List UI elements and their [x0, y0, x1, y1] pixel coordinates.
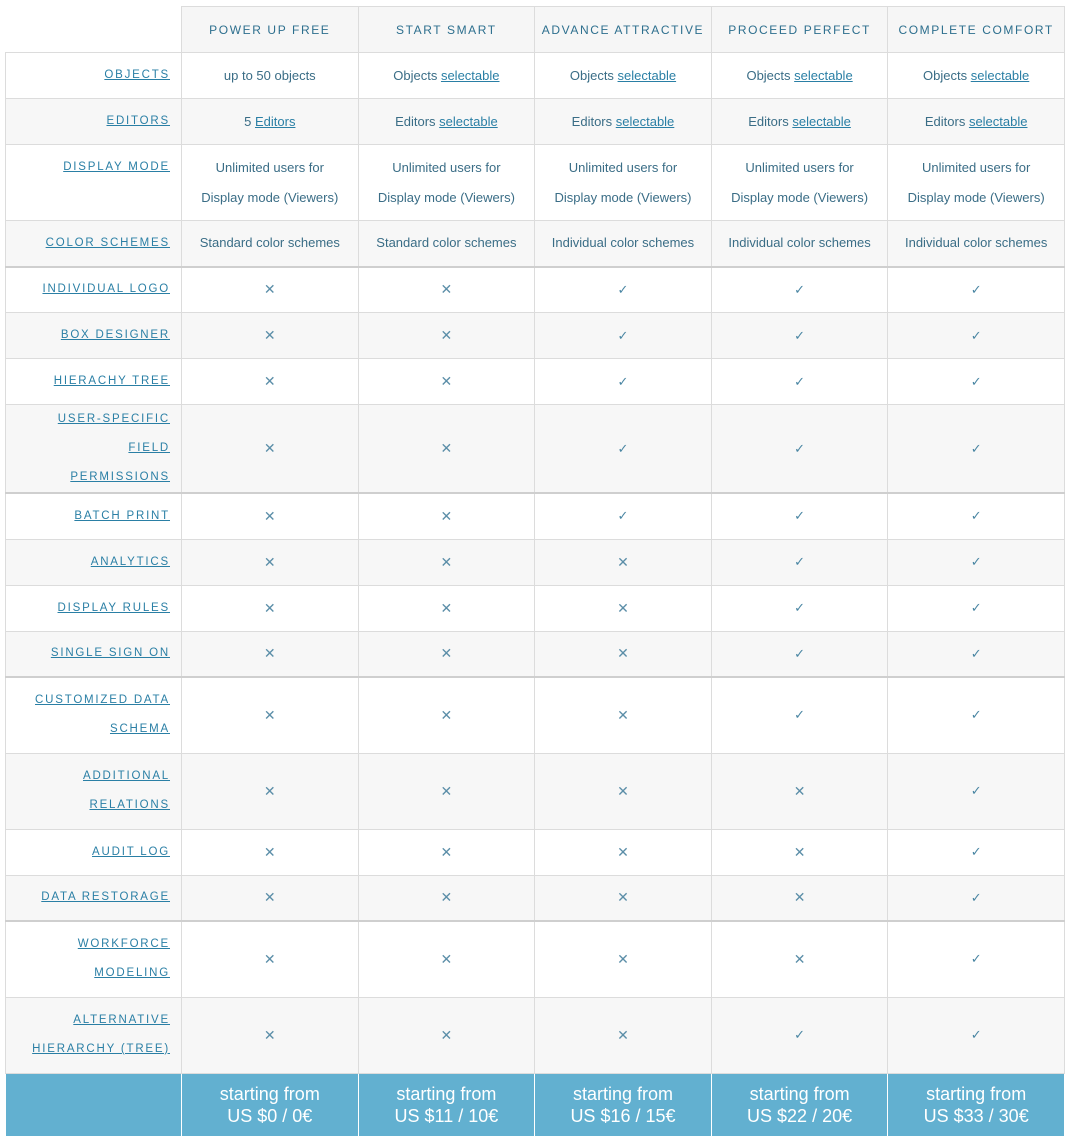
cross-icon: ✕ [263, 599, 276, 616]
plan-header-proceed-perfect: PROCEED PERFECT [711, 7, 888, 53]
cross-icon: ✕ [263, 950, 276, 967]
feature-row [6, 677, 1065, 753]
cell-text: up to 50 objects [223, 67, 316, 83]
check-icon: ✓ [794, 707, 806, 723]
cell [182, 539, 359, 585]
check-icon: ✓ [970, 783, 982, 798]
check-icon: ✓ [970, 508, 982, 524]
check-icon: ✓ [617, 281, 629, 297]
cell [182, 829, 359, 875]
cross-icon: ✕ [263, 507, 276, 524]
feature-link[interactable]: SINGLE SIGN ON [50, 647, 170, 660]
row-label [6, 221, 182, 267]
editors-link[interactable]: Editors [254, 113, 296, 129]
cell [888, 99, 1065, 145]
check-icon: ✓ [970, 373, 982, 389]
check-icon: ✓ [794, 373, 806, 389]
cell [711, 267, 888, 313]
cell [182, 493, 359, 539]
cell [711, 405, 888, 494]
check-icon: ✓ [970, 645, 982, 661]
check-icon: ✓ [617, 373, 629, 389]
cell [182, 585, 359, 631]
row-objects [6, 53, 1065, 99]
row-label [6, 53, 182, 99]
cross-icon: ✕ [617, 553, 629, 570]
cell [711, 997, 888, 1073]
plan-header-start-smart: START SMART [358, 7, 535, 53]
cross-icon: ✕ [440, 507, 453, 524]
cell [358, 921, 535, 997]
cross-icon: ✕ [617, 950, 629, 967]
feature-link[interactable]: DATA RESTORAGE [41, 891, 170, 904]
cell-text: Display mode (Viewers) [201, 189, 339, 205]
price-amount: US $33 / 30€ [923, 1105, 1029, 1126]
row-label [6, 753, 182, 829]
cell [535, 53, 712, 99]
price-amount: US $11 / 10€ [394, 1105, 499, 1126]
cross-icon: ✕ [263, 782, 276, 799]
cell-text: Objects [569, 67, 618, 83]
cell-text: Display mode (Viewers) [731, 189, 869, 205]
cell [358, 359, 535, 405]
feature-link[interactable]: INDIVIDUAL LOGO [42, 283, 170, 296]
selectable-link[interactable]: selectable [970, 67, 1030, 83]
cell [711, 99, 888, 145]
feature-row [6, 493, 1065, 539]
selectable-link[interactable]: selectable [968, 113, 1028, 129]
selectable-link[interactable]: selectable [792, 113, 851, 129]
check-icon: ✓ [970, 844, 982, 859]
cell-text: Objects [746, 67, 795, 83]
cross-icon: ✕ [440, 440, 453, 456]
cell [888, 359, 1065, 405]
feature-row [6, 267, 1065, 313]
cell-text: Unlimited users for [392, 159, 501, 175]
cell-text: Objects [923, 67, 971, 83]
cell [535, 145, 712, 221]
cell [888, 267, 1065, 313]
cell [358, 677, 535, 753]
plan-header-row [6, 7, 1065, 53]
cross-icon: ✕ [440, 950, 453, 967]
feature-link-color-schemes[interactable]: COLOR SCHEMES [45, 236, 170, 249]
check-icon: ✓ [617, 327, 629, 343]
cross-icon: ✕ [263, 843, 276, 860]
cell [535, 539, 712, 585]
feature-link[interactable]: USER-SPECIFIC FIELD [57, 413, 170, 454]
cell [711, 753, 888, 829]
row-label [6, 99, 182, 145]
cell [535, 99, 712, 145]
feature-link[interactable]: ANALYTICS [90, 555, 170, 568]
feature-row [6, 829, 1065, 875]
check-icon: ✓ [794, 1027, 806, 1042]
cell [711, 921, 888, 997]
cross-icon: ✕ [440, 327, 453, 343]
cell [535, 631, 712, 677]
check-icon: ✓ [970, 707, 982, 723]
check-icon: ✓ [617, 508, 629, 524]
cross-icon: ✕ [440, 645, 453, 662]
selectable-link[interactable]: selectable [794, 67, 853, 83]
row-editors [6, 99, 1065, 145]
cross-icon: ✕ [793, 843, 806, 860]
price-amount: US $22 / 20€ [747, 1105, 853, 1126]
cell [888, 921, 1065, 997]
cross-icon: ✕ [263, 327, 276, 343]
cell [358, 405, 535, 494]
row-label [6, 405, 182, 494]
check-icon: ✓ [970, 554, 982, 569]
row-label [6, 359, 182, 405]
cell [182, 313, 359, 359]
feature-link[interactable]: BATCH PRINT [74, 509, 170, 522]
feature-link[interactable]: WORKFORCE [77, 938, 170, 951]
cell-text: 5 [244, 113, 255, 129]
cell [535, 875, 712, 921]
cross-icon: ✕ [263, 281, 276, 298]
row-label [6, 313, 182, 359]
cell [358, 753, 535, 829]
cell [888, 997, 1065, 1073]
plan-header-complete-comfort: COMPLETE COMFORT [888, 7, 1065, 53]
cross-icon: ✕ [263, 553, 276, 570]
cell [888, 145, 1065, 221]
check-icon: ✓ [794, 281, 806, 297]
check-icon: ✓ [970, 951, 982, 967]
cell [888, 875, 1065, 921]
row-label [6, 631, 182, 677]
check-icon: ✓ [970, 889, 982, 905]
price-start-smart [358, 1073, 535, 1136]
feature-link[interactable]: DISPLAY RULES [57, 601, 170, 614]
cell-text: Unlimited users for [745, 159, 854, 175]
cell [182, 875, 359, 921]
feature-link[interactable]: MODELING [94, 967, 170, 980]
feature-row [6, 313, 1065, 359]
feature-row [6, 875, 1065, 921]
cell [711, 585, 888, 631]
cell: Individual color schemes [535, 221, 712, 267]
row-label [6, 585, 182, 631]
feature-link[interactable]: SCHEMA [109, 723, 170, 736]
cross-icon: ✕ [263, 889, 276, 906]
cell [358, 539, 535, 585]
cell [182, 677, 359, 753]
cell [888, 53, 1065, 99]
cell [711, 493, 888, 539]
price-amount: US $0 / 0€ [227, 1105, 313, 1126]
cell [358, 145, 535, 221]
cell [182, 99, 359, 145]
feature-row [6, 405, 1065, 494]
cell [535, 313, 712, 359]
cross-icon: ✕ [440, 281, 453, 298]
price-prefix: starting from [572, 1083, 673, 1104]
cell [711, 829, 888, 875]
cell [711, 677, 888, 753]
cell-text: Display mode (Viewers) [377, 189, 515, 205]
cell [358, 829, 535, 875]
cell-text: Unlimited users for [921, 159, 1031, 175]
cross-icon: ✕ [440, 889, 453, 906]
cell [535, 405, 712, 494]
cross-icon: ✕ [440, 373, 453, 389]
cross-icon: ✕ [263, 1026, 276, 1043]
feature-row [6, 753, 1065, 829]
cell-text: Editors [748, 113, 793, 129]
feature-row [6, 585, 1065, 631]
price-prefix: starting from [219, 1083, 320, 1104]
cell [711, 53, 888, 99]
feature-row [6, 997, 1065, 1073]
header-corner [6, 7, 182, 53]
check-icon: ✓ [794, 645, 806, 661]
row-label [6, 539, 182, 585]
cell [358, 875, 535, 921]
cross-icon: ✕ [263, 645, 276, 662]
cross-icon: ✕ [617, 782, 629, 799]
cell-text: Editors [924, 113, 969, 129]
cross-icon: ✕ [440, 1026, 453, 1043]
cell [535, 677, 712, 753]
cell [711, 359, 888, 405]
feature-link[interactable]: RELATIONS [89, 799, 170, 811]
check-icon: ✓ [617, 440, 629, 456]
row-label [6, 875, 182, 921]
feature-link-display-mode[interactable]: DISPLAY MODE [63, 161, 170, 173]
cell-text: Objects [393, 67, 441, 83]
feature-link[interactable]: BOX DESIGNER [60, 329, 170, 341]
row-display-mode [6, 145, 1065, 221]
cell: Standard color schemes [358, 221, 535, 267]
cross-icon: ✕ [440, 782, 453, 799]
cell [182, 267, 359, 313]
cell-text: Unlimited users for [568, 159, 678, 175]
check-icon: ✓ [794, 440, 806, 456]
feature-link-objects[interactable]: OBJECTS [104, 69, 170, 81]
feature-link[interactable]: HIERACHY TREE [53, 375, 170, 387]
check-icon: ✓ [970, 600, 982, 615]
price-proceed-perfect [711, 1073, 888, 1136]
price-complete-comfort [888, 1073, 1065, 1136]
cell [711, 875, 888, 921]
feature-link[interactable]: CUSTOMIZED DATA [35, 694, 170, 707]
cell-text: Display mode (Viewers) [554, 189, 692, 205]
cross-icon: ✕ [440, 706, 453, 723]
price-corner [6, 1073, 182, 1136]
cross-icon: ✕ [617, 1026, 629, 1043]
feature-link[interactable]: ADDITIONAL [82, 770, 170, 782]
check-icon: ✓ [970, 1027, 982, 1042]
cross-icon: ✕ [263, 373, 276, 389]
cell [888, 753, 1065, 829]
cell [535, 921, 712, 997]
check-icon: ✓ [794, 600, 806, 615]
cell [358, 267, 535, 313]
cross-icon: ✕ [440, 599, 453, 616]
cell [182, 997, 359, 1073]
cell [535, 997, 712, 1073]
cell [182, 753, 359, 829]
price-amount: US $16 / 15€ [570, 1105, 676, 1126]
selectable-link[interactable]: selectable [440, 67, 500, 83]
plan-header-advance-attractive: ADVANCE ATTRACTIVE [535, 7, 712, 53]
cross-icon: ✕ [617, 706, 629, 723]
cell [358, 585, 535, 631]
cell [888, 829, 1065, 875]
cross-icon: ✕ [617, 843, 629, 860]
cross-icon: ✕ [793, 782, 806, 799]
feature-link[interactable]: ALTERNATIVE [73, 1014, 170, 1026]
feature-row [6, 631, 1065, 677]
cell [358, 53, 535, 99]
feature-row [6, 539, 1065, 585]
cross-icon: ✕ [263, 706, 276, 723]
cell [888, 539, 1065, 585]
row-color-schemes [6, 221, 1065, 267]
selectable-link[interactable]: selectable [615, 113, 675, 129]
cell: Individual color schemes [711, 221, 888, 267]
cell [535, 753, 712, 829]
cell: Individual color schemes [888, 221, 1065, 267]
cross-icon: ✕ [440, 843, 453, 860]
cell [182, 405, 359, 494]
cross-icon: ✕ [440, 553, 453, 570]
selectable-link[interactable]: selectable [439, 113, 498, 129]
cell: Standard color schemes [182, 221, 359, 267]
feature-link-editors[interactable]: EDITORS [106, 115, 170, 127]
cell [711, 313, 888, 359]
cell [711, 631, 888, 677]
check-icon: ✓ [794, 327, 806, 343]
feature-link[interactable]: PERMISSIONS [70, 471, 170, 483]
cell [358, 99, 535, 145]
cell [358, 313, 535, 359]
cross-icon: ✕ [617, 599, 629, 616]
check-icon: ✓ [794, 554, 806, 569]
cross-icon: ✕ [263, 440, 276, 456]
price-prefix: starting from [396, 1083, 497, 1104]
check-icon: ✓ [970, 281, 982, 297]
pricing-table [5, 6, 1065, 1137]
price-prefix: starting from [749, 1083, 850, 1104]
cell [182, 359, 359, 405]
cell [535, 829, 712, 875]
feature-row [6, 921, 1065, 997]
row-label [6, 267, 182, 313]
cell-text: Editors [571, 113, 616, 129]
cross-icon: ✕ [793, 889, 806, 906]
cell [182, 145, 359, 221]
cell [358, 997, 535, 1073]
feature-link[interactable]: HIERARCHY (TREE) [32, 1043, 170, 1055]
check-icon: ✓ [794, 508, 806, 524]
check-icon: ✓ [970, 440, 982, 456]
row-label [6, 677, 182, 753]
cross-icon: ✕ [617, 645, 629, 662]
cell [888, 405, 1065, 494]
row-label [6, 829, 182, 875]
price-advance-attractive [535, 1073, 712, 1136]
feature-row [6, 359, 1065, 405]
cell [888, 493, 1065, 539]
cell [535, 585, 712, 631]
cross-icon: ✕ [793, 950, 806, 967]
cell [711, 539, 888, 585]
cell [182, 53, 359, 99]
price-power-up-free [182, 1073, 359, 1136]
cell [358, 631, 535, 677]
cell [888, 585, 1065, 631]
plan-header-power-up-free: POWER UP FREE [182, 7, 359, 53]
cell [888, 631, 1065, 677]
cell [888, 313, 1065, 359]
cell [535, 359, 712, 405]
cross-icon: ✕ [617, 889, 629, 906]
row-label [6, 145, 182, 221]
cell [535, 493, 712, 539]
cell [182, 631, 359, 677]
row-label [6, 997, 182, 1073]
check-icon: ✓ [970, 327, 982, 343]
selectable-link[interactable]: selectable [617, 67, 677, 83]
cell-text: Editors [395, 113, 440, 129]
row-label [6, 493, 182, 539]
cell [711, 145, 888, 221]
cell [182, 921, 359, 997]
price-row [6, 1073, 1065, 1136]
cell-text: Display mode (Viewers) [907, 189, 1045, 205]
feature-link[interactable]: AUDIT LOG [92, 845, 170, 858]
cell [888, 677, 1065, 753]
cell [535, 267, 712, 313]
cell [358, 493, 535, 539]
price-prefix: starting from [926, 1083, 1027, 1104]
row-label [6, 921, 182, 997]
cell-text: Unlimited users for [215, 159, 324, 175]
